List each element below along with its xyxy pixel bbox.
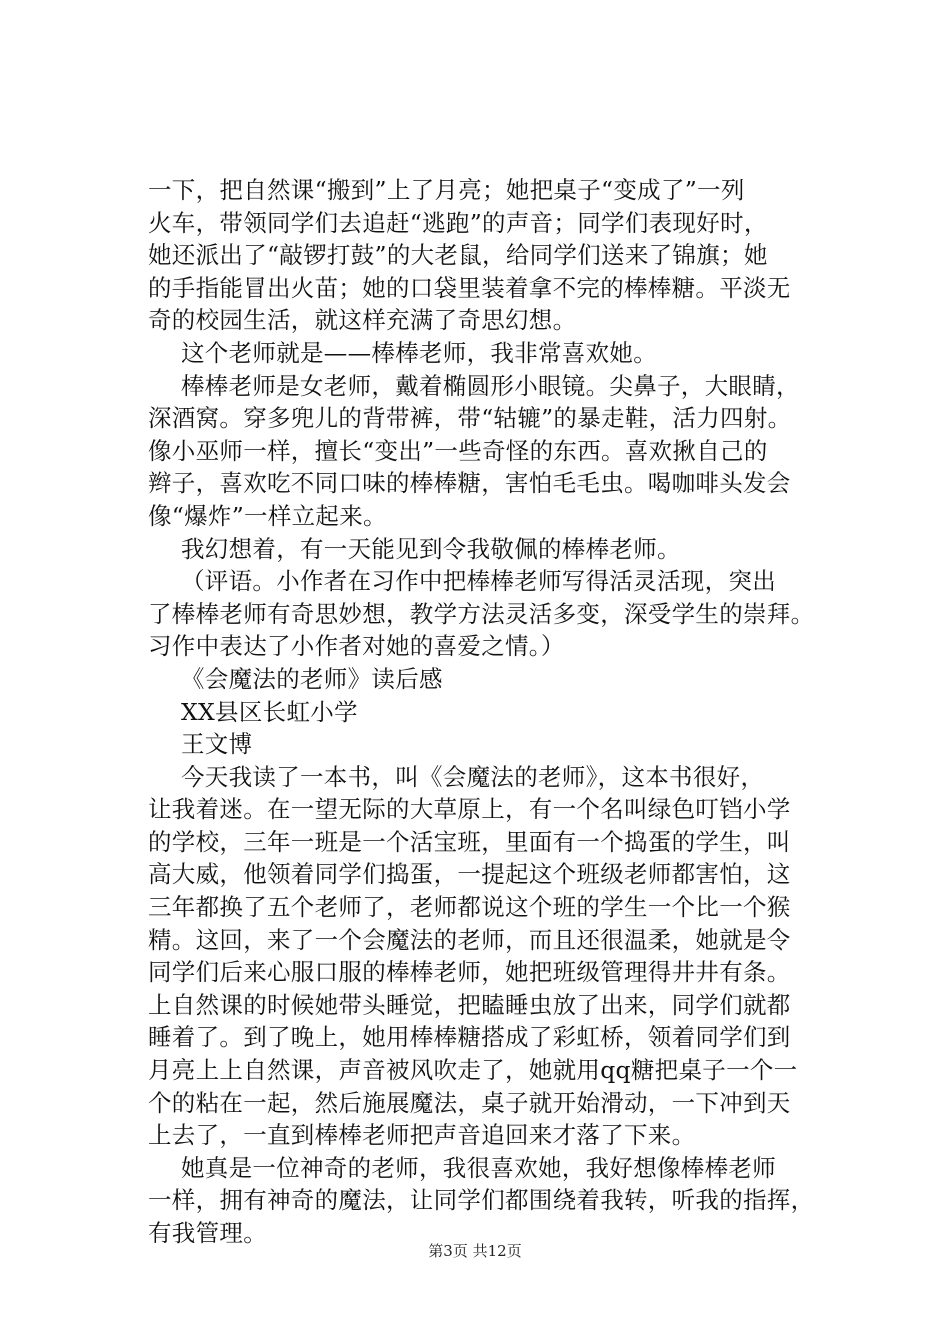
document-body	[148, 174, 862, 1250]
text-line: 一样，拥有神奇的魔法，让同学们都围绕着我转，听我的指挥，	[148, 1186, 815, 1215]
text-line: 我幻想着，有一天能见到令我敬佩的棒棒老师。	[181, 534, 681, 563]
text-line: 今天我读了一本书，叫《会魔法的老师》，这本书很好，	[181, 762, 765, 791]
text-line: 的手指能冒出火苗；她的口袋里装着拿不完的棒棒糖。平淡无	[148, 273, 791, 302]
text-line: 有我管理。	[148, 1219, 267, 1247]
text-line: 像小巫师一样，擅长“变出”一些奇怪的东西。喜欢揪自己的	[148, 436, 768, 465]
text-line: 火车，带领同学们去追赶“逃跑”的声音；同学们表现好时，	[148, 208, 768, 237]
text-line: 月亮上上自然课，声音被风吹走了，她就用qq糖把桌子一个一	[148, 1056, 798, 1085]
text-line: 习作中表达了小作者对她的喜爱之情。）	[148, 632, 565, 661]
text-line: 她还派出了“敲锣打鼓”的大老鼠，给同学们送来了锦旗；她	[148, 241, 768, 270]
text-line: 上去了，一直到棒棒老师把声音追回来才落了下来。	[148, 1121, 696, 1150]
page-footer: 第3页 共12页	[428, 1242, 522, 1260]
text-line: XX县区长虹小学	[181, 697, 358, 726]
text-line: 一下，把自然课“搬到”上了月亮；她把桌子“变成了”一列	[148, 176, 745, 204]
text-line: 这个老师就是——棒棒老师，我非常喜欢她。	[181, 338, 657, 367]
text-line: 上自然课的时候她带头睡觉，把瞌睡虫放了出来，同学们就都	[148, 990, 791, 1019]
text-line: 深酒窝。穿多兜儿的背带裤，带“轱辘”的暴走鞋，活力四射。	[148, 404, 792, 433]
text-line: （评语。小作者在习作中把棒棒老师写得活灵活现，突出	[181, 567, 776, 596]
text-line: 睡着了。到了晚上，她用棒棒糖搭成了彩虹桥，领着同学们到	[148, 1023, 791, 1052]
text-line: 她真是一位神奇的老师，我很喜欢她，我好想像棒棒老师	[181, 1153, 776, 1182]
text-line: 的学校，三年一班是一个活宝班，里面有一个捣蛋的学生，叫	[148, 827, 791, 856]
text-line: 高大威，他领着同学们捣蛋，一提起这个班级老师都害怕，这	[148, 860, 791, 889]
text-line: 王文博	[181, 730, 253, 759]
text-line: 像“爆炸”一样立起来。	[148, 501, 387, 530]
text-line: 个的粘在一起，然后施展魔法，桌子就开始滑动，一下冲到天	[148, 1088, 791, 1117]
text-line: 《会魔法的老师》读后感	[181, 664, 443, 693]
text-line: 让我着迷。在一望无际的大草原上，有一个名叫绿色叮铛小学	[148, 795, 791, 824]
text-line: 奇的校园生活，就这样充满了奇思幻想。	[148, 306, 577, 335]
text-line: 辫子，喜欢吃不同口味的棒棒糖，害怕毛毛虫。喝咖啡头发会	[148, 469, 791, 498]
text-line: 棒棒老师是女老师，戴着椭圆形小眼镜。尖鼻子，大眼睛，	[181, 371, 800, 400]
text-line: 精。这回，来了一个会魔法的老师，而且还很温柔，她就是令	[148, 925, 791, 954]
text-line: 同学们后来心服口服的棒棒老师，她把班级管理得井井有条。	[148, 958, 791, 987]
text-line: 三年都换了五个老师了，老师都说这个班的学生一个比一个猴	[148, 893, 791, 922]
text-line: 了棒棒老师有奇思妙想，教学方法灵活多变，深受学生的崇拜。	[148, 599, 815, 628]
